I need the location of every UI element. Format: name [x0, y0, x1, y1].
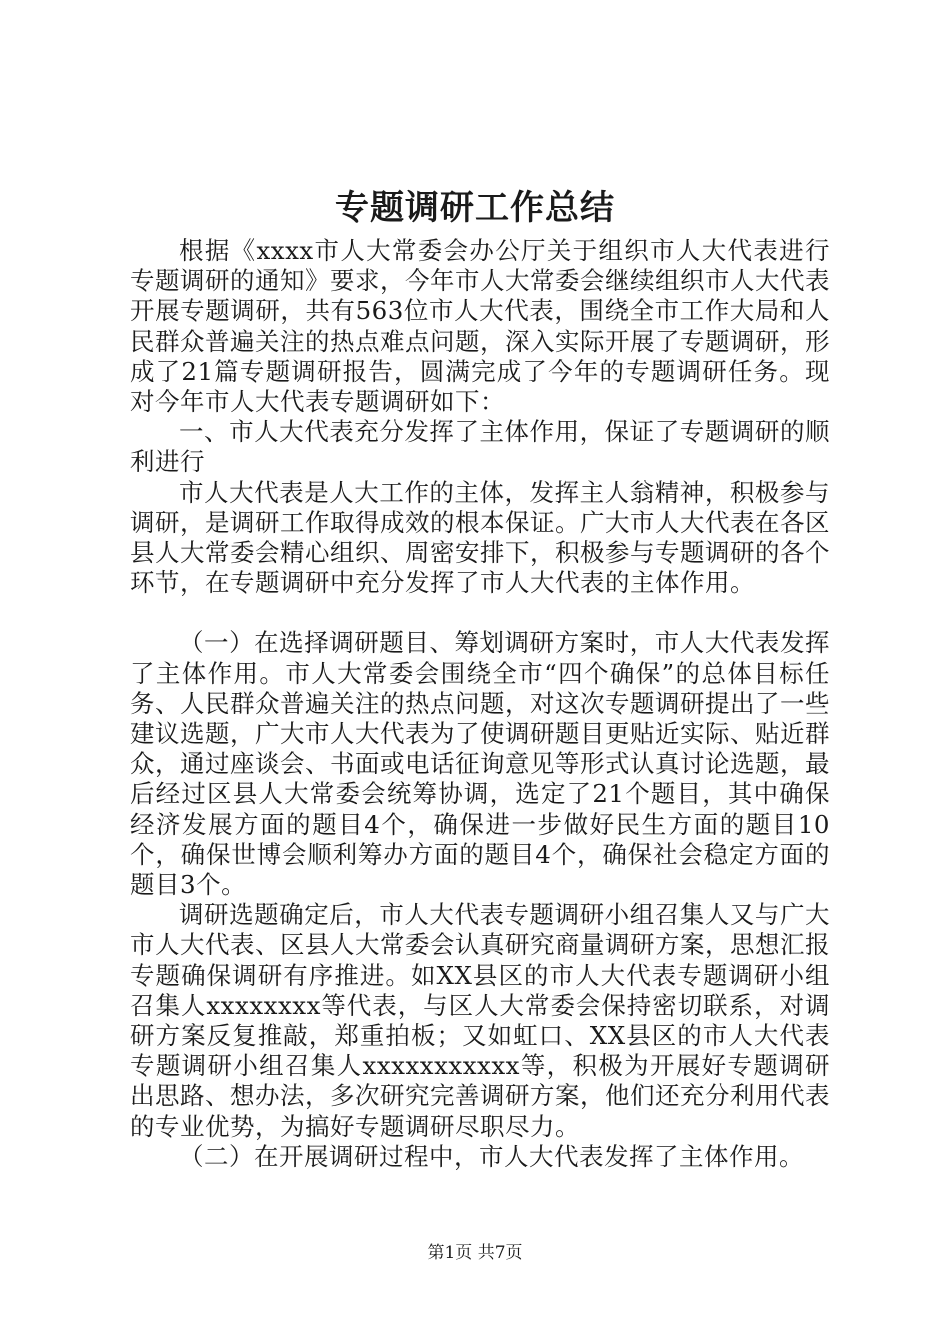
paragraph-subsection-1-detail: 调研选题确定后，市人大代表专题调研小组召集人又与广大市人大代表、区县人大常委会认真研究商量调研方案，思想汇报专题确保调研有序推进。如XX县区的市人大代表专题调研小组召集人xxxxxxxx等代表，与区人大常委会保持密切联系，对调研方案反复推敲，郑重拍板；又如虹口、XX县区的市人大代表专题调研小组召集人xxxxxxxxxxx等，积极为开展好专题调研出思路、想办法，多次研究完善调研方案，他们还充分利用代表的专业优势，为搞好专题调研尽职尽力。: [130, 900, 830, 1141]
document-body: [130, 236, 830, 1172]
section-heading-1: 一、市人大代表充分发挥了主体作用，保证了专题调研的顺利进行: [130, 417, 830, 477]
paragraph-subsection-1: （一）在选择调研题目、筹划调研方案时，市人大代表发挥了主体作用。市人大常委会围绕全市“四个确保”的总体目标任务、人民群众普遍关注的热点问题，对这次专题调研提出了一些建议选题，广大市人大代表为了使调研题目更贴近实际、贴近群众，通过座谈会、书面或电话征询意见等形式认真讨论选题，最后经过区县人大常委会统筹协调，选定了21个题目，其中确保经济发展方面的题目4个，确保进一步做好民生方面的题目10个，确保世博会顺利筹办方面的题目4个，确保社会稳定方面的题目3个。: [130, 628, 830, 900]
paragraph-section-1: 市人大代表是人大工作的主体，发挥主人翁精神，积极参与调研，是调研工作取得成效的根本保证。广大市人大代表在各区县人大常委会精心组织、周密安排下，积极参与专题调研的各个环节，在专题调研中充分发挥了市人大代表的主体作用。: [130, 477, 830, 598]
page-number-footer: 第1页 共7页: [427, 1243, 523, 1263]
document-title: 专题调研工作总结: [335, 188, 615, 228]
paragraph-intro: 根据《xxxx市人大常委会办公厅关于组织市人大代表进行专题调研的通知》要求，今年市人大常委会继续组织市人大代表开展专题调研，共有563位市人大代表，围绕全市工作大局和人民群众普遍关注的热点难点问题，深入实际开展了专题调研，形成了21篇专题调研报告，圆满完成了今年的专题调研任务。现对今年市人大代表专题调研如下：: [130, 236, 830, 417]
paragraph-subsection-2: （二）在开展调研过程中，市人大代表发挥了主体作用。: [179, 1141, 804, 1171]
